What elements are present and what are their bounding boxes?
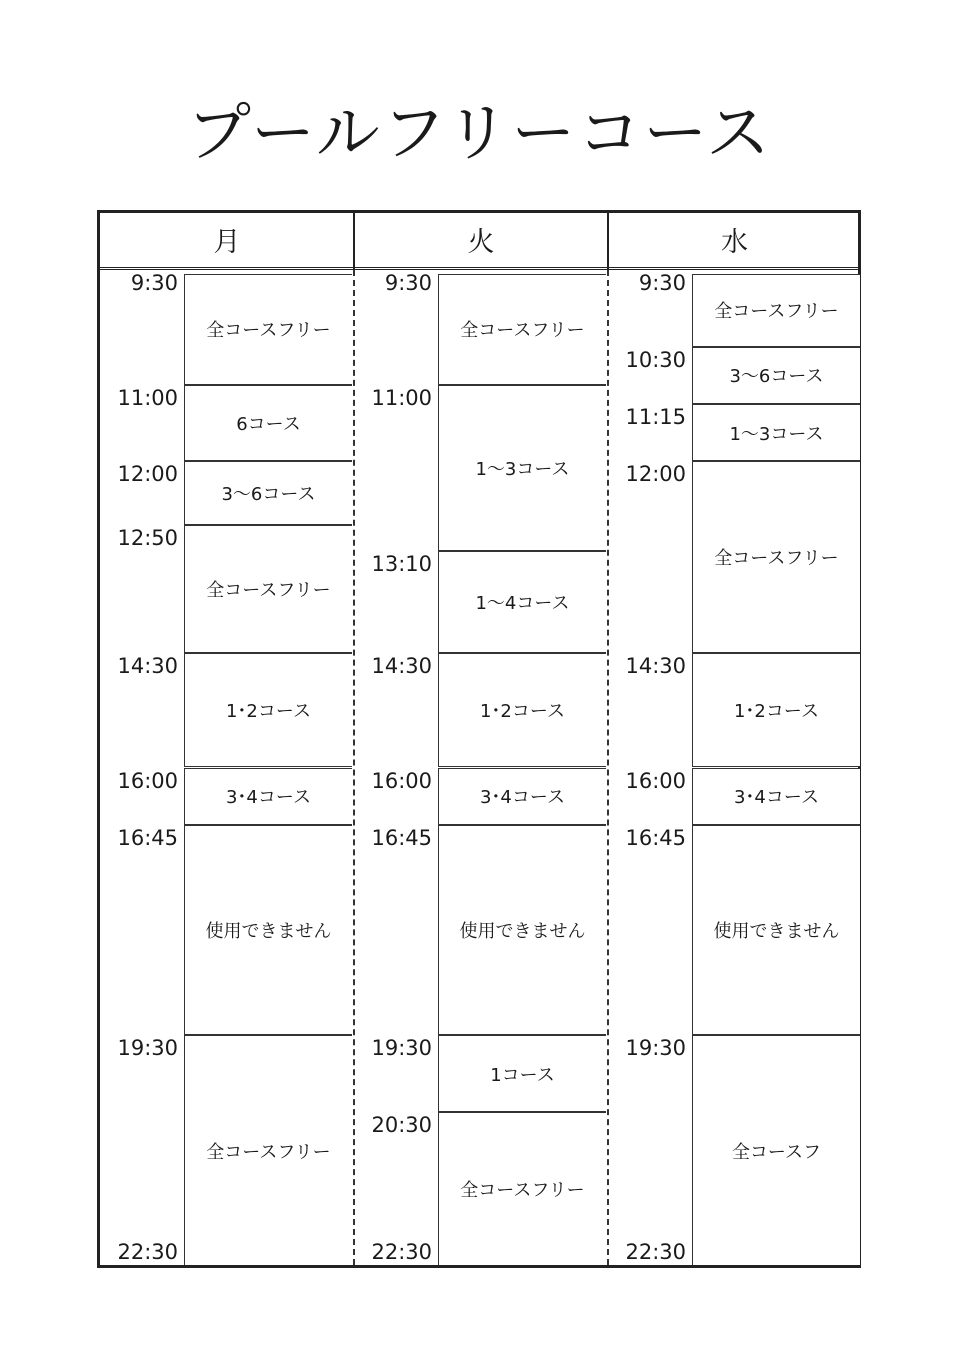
time-label: 9:30 bbox=[384, 271, 432, 295]
time-label: 12:00 bbox=[117, 462, 178, 487]
schedule-slot: 全コースフリー bbox=[438, 1112, 606, 1265]
day-header bbox=[100, 213, 858, 270]
schedule-slot: 全コースフリー bbox=[692, 274, 860, 347]
schedule-slot: 3〜6コース bbox=[692, 347, 860, 404]
time-label: 14:30 bbox=[371, 653, 432, 678]
schedule-slot: 1〜3コース bbox=[692, 404, 860, 461]
time-label: 19:30 bbox=[371, 1036, 432, 1061]
schedule-slot: 使用できません bbox=[692, 825, 860, 1035]
schedule-slot: 全コースフリー bbox=[184, 274, 352, 385]
time-label: 11:15 bbox=[625, 404, 686, 429]
time-label: 14:30 bbox=[117, 653, 178, 678]
time-label: 16:45 bbox=[371, 825, 432, 850]
schedule-slot: 使用できません bbox=[438, 825, 606, 1035]
schedule-slot: 全コースフリー bbox=[184, 1035, 352, 1265]
time-label: 9:30 bbox=[130, 271, 178, 295]
page-title: プールフリーコース bbox=[186, 97, 773, 171]
schedule-slot: 6コース bbox=[184, 385, 352, 462]
schedule-slot: 3･4コース bbox=[692, 768, 860, 825]
day-wednesday: 水 bbox=[721, 227, 748, 258]
time-label: 22:30 bbox=[371, 1240, 432, 1264]
schedule-slot: 1･2コース bbox=[692, 653, 860, 768]
time-label: 12:00 bbox=[625, 462, 686, 487]
schedule-slot: 1･2コース bbox=[438, 653, 606, 768]
time-label: 11:00 bbox=[117, 385, 178, 410]
schedule-slot: 全コースフリー bbox=[184, 525, 352, 653]
time-label: 22:30 bbox=[117, 1240, 178, 1264]
time-label: 16:00 bbox=[117, 768, 178, 793]
schedule-slot: 1〜4コース bbox=[438, 551, 606, 653]
schedule-slot: 全コースフリー bbox=[692, 461, 860, 652]
time-label: 14:30 bbox=[625, 653, 686, 678]
schedule-slot: 3〜6コース bbox=[184, 461, 352, 525]
schedule-slot: 3･4コース bbox=[438, 768, 606, 825]
time-label: 13:10 bbox=[371, 551, 432, 576]
time-label: 22:30 bbox=[625, 1240, 686, 1264]
time-label: 19:30 bbox=[117, 1036, 178, 1061]
column-divider bbox=[607, 270, 609, 1265]
schedule-slot: 使用できません bbox=[184, 825, 352, 1035]
time-label: 11:00 bbox=[371, 385, 432, 410]
column-divider bbox=[353, 270, 355, 1265]
day-monday: 月 bbox=[213, 227, 241, 258]
schedule-slot: 全コースフ bbox=[692, 1035, 860, 1265]
time-label: 20:30 bbox=[371, 1112, 432, 1137]
schedule-slot: 1コース bbox=[438, 1035, 606, 1112]
schedule-slot: 全コースフリー bbox=[438, 274, 606, 385]
schedule-slot: 3･4コース bbox=[184, 768, 352, 825]
time-label: 16:00 bbox=[625, 768, 686, 793]
time-label: 16:45 bbox=[117, 825, 178, 850]
schedule-slot: 1〜3コース bbox=[438, 385, 606, 551]
schedule-slot: 1･2コース bbox=[184, 653, 352, 768]
day-tuesday: 火 bbox=[467, 227, 495, 258]
schedule-table bbox=[97, 210, 861, 1268]
time-label: 16:45 bbox=[625, 825, 686, 850]
time-label: 12:50 bbox=[117, 526, 178, 551]
time-label: 19:30 bbox=[625, 1036, 686, 1061]
time-label: 9:30 bbox=[638, 271, 686, 295]
time-label: 10:30 bbox=[625, 347, 686, 372]
time-label: 16:00 bbox=[371, 768, 432, 793]
